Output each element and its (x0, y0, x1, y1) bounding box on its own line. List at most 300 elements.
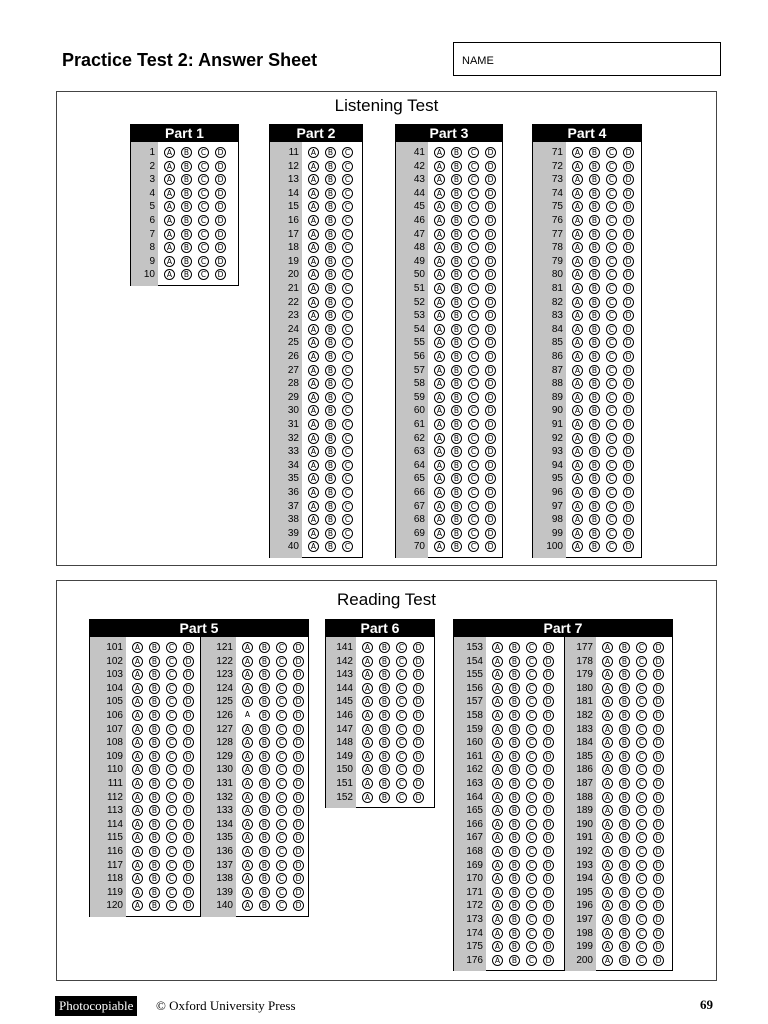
answer-bubble-b[interactable]: B (509, 887, 520, 898)
answer-bubble-c[interactable]: C (606, 528, 617, 539)
answer-bubble-c[interactable]: C (606, 541, 617, 552)
answer-bubble-a[interactable]: A (572, 514, 583, 525)
answer-bubble-b[interactable]: B (451, 473, 462, 484)
answer-bubble-c[interactable]: C (526, 764, 537, 775)
answer-bubble-c[interactable]: C (526, 887, 537, 898)
answer-bubble-c[interactable]: C (342, 460, 353, 471)
answer-bubble-d[interactable]: D (653, 710, 664, 721)
answer-bubble-c[interactable]: C (342, 310, 353, 321)
answer-bubble-a[interactable]: A (572, 297, 583, 308)
answer-bubble-d[interactable]: D (623, 337, 634, 348)
answer-bubble-d[interactable]: D (623, 297, 634, 308)
answer-bubble-a[interactable]: A (572, 310, 583, 321)
answer-bubble-a[interactable]: A (572, 419, 583, 430)
answer-bubble-c[interactable]: C (276, 819, 287, 830)
answer-bubble-c[interactable]: C (636, 737, 647, 748)
answer-bubble-a[interactable]: A (434, 161, 445, 172)
answer-bubble-d[interactable]: D (543, 792, 554, 803)
answer-bubble-d[interactable]: D (623, 283, 634, 294)
answer-bubble-b[interactable]: B (181, 215, 192, 226)
answer-bubble-b[interactable]: B (589, 514, 600, 525)
answer-bubble-c[interactable]: C (526, 832, 537, 843)
answer-bubble-b[interactable]: B (451, 283, 462, 294)
answer-bubble-c[interactable]: C (276, 832, 287, 843)
answer-bubble-b[interactable]: B (589, 446, 600, 457)
answer-bubble-c[interactable]: C (198, 256, 209, 267)
answer-bubble-b[interactable]: B (379, 778, 390, 789)
answer-bubble-b[interactable]: B (325, 392, 336, 403)
answer-bubble-c[interactable]: C (526, 669, 537, 680)
answer-bubble-b[interactable]: B (451, 201, 462, 212)
answer-bubble-a[interactable]: A (492, 683, 503, 694)
answer-bubble-a[interactable]: A (434, 365, 445, 376)
answer-bubble-a[interactable]: A (242, 805, 253, 816)
answer-bubble-b[interactable]: B (259, 846, 270, 857)
answer-bubble-d[interactable]: D (485, 256, 496, 267)
answer-bubble-b[interactable]: B (181, 256, 192, 267)
answer-bubble-c[interactable]: C (198, 269, 209, 280)
answer-bubble-d[interactable]: D (485, 433, 496, 444)
answer-bubble-c[interactable]: C (342, 419, 353, 430)
answer-bubble-c[interactable]: C (606, 229, 617, 240)
answer-bubble-c[interactable]: C (468, 188, 479, 199)
answer-bubble-b[interactable]: B (259, 764, 270, 775)
answer-bubble-a[interactable]: A (362, 751, 373, 762)
answer-bubble-c[interactable]: C (396, 669, 407, 680)
answer-bubble-c[interactable]: C (276, 710, 287, 721)
answer-bubble-a[interactable]: A (602, 724, 613, 735)
answer-bubble-a[interactable]: A (434, 405, 445, 416)
answer-bubble-d[interactable]: D (293, 737, 304, 748)
answer-bubble-d[interactable]: D (485, 419, 496, 430)
answer-bubble-a[interactable]: A (308, 473, 319, 484)
answer-bubble-c[interactable]: C (276, 792, 287, 803)
answer-bubble-d[interactable]: D (293, 819, 304, 830)
answer-bubble-d[interactable]: D (485, 541, 496, 552)
answer-bubble-d[interactable]: D (485, 392, 496, 403)
answer-bubble-b[interactable]: B (325, 215, 336, 226)
answer-bubble-c[interactable]: C (276, 737, 287, 748)
answer-bubble-a[interactable]: A (572, 405, 583, 416)
answer-bubble-d[interactable]: D (653, 941, 664, 952)
answer-bubble-a[interactable]: A (308, 446, 319, 457)
answer-bubble-d[interactable]: D (543, 737, 554, 748)
answer-bubble-a[interactable]: A (164, 215, 175, 226)
answer-bubble-d[interactable]: D (215, 174, 226, 185)
answer-bubble-a[interactable]: A (492, 696, 503, 707)
answer-bubble-b[interactable]: B (325, 147, 336, 158)
answer-bubble-b[interactable]: B (181, 201, 192, 212)
answer-bubble-a[interactable]: A (434, 215, 445, 226)
answer-bubble-c[interactable]: C (468, 269, 479, 280)
answer-bubble-a[interactable]: A (132, 683, 143, 694)
answer-bubble-b[interactable]: B (509, 928, 520, 939)
answer-bubble-a[interactable]: A (164, 229, 175, 240)
answer-bubble-a[interactable]: A (242, 764, 253, 775)
answer-bubble-c[interactable]: C (636, 900, 647, 911)
answer-bubble-d[interactable]: D (183, 669, 194, 680)
answer-bubble-d[interactable]: D (623, 378, 634, 389)
answer-bubble-c[interactable]: C (276, 751, 287, 762)
answer-bubble-d[interactable]: D (485, 337, 496, 348)
answer-bubble-a[interactable]: A (362, 683, 373, 694)
answer-bubble-c[interactable]: C (276, 805, 287, 816)
answer-bubble-b[interactable]: B (149, 792, 160, 803)
answer-bubble-c[interactable]: C (606, 161, 617, 172)
answer-bubble-b[interactable]: B (619, 737, 630, 748)
answer-bubble-c[interactable]: C (468, 283, 479, 294)
answer-bubble-a[interactable]: A (308, 514, 319, 525)
answer-bubble-a[interactable]: A (572, 473, 583, 484)
answer-bubble-c[interactable]: C (468, 487, 479, 498)
answer-bubble-c[interactable]: C (396, 737, 407, 748)
answer-bubble-a[interactable]: A (602, 860, 613, 871)
answer-bubble-b[interactable]: B (451, 378, 462, 389)
answer-bubble-b[interactable]: B (619, 873, 630, 884)
answer-bubble-c[interactable]: C (526, 656, 537, 667)
answer-bubble-c[interactable]: C (606, 147, 617, 158)
answer-bubble-d[interactable]: D (183, 724, 194, 735)
answer-bubble-c[interactable]: C (166, 683, 177, 694)
answer-bubble-d[interactable]: D (183, 846, 194, 857)
answer-bubble-a[interactable]: A (308, 433, 319, 444)
answer-bubble-b[interactable]: B (325, 201, 336, 212)
answer-bubble-d[interactable]: D (485, 161, 496, 172)
answer-bubble-c[interactable]: C (636, 873, 647, 884)
answer-bubble-b[interactable]: B (509, 778, 520, 789)
answer-bubble-c[interactable]: C (342, 473, 353, 484)
answer-bubble-c[interactable]: C (166, 737, 177, 748)
answer-bubble-b[interactable]: B (451, 297, 462, 308)
answer-bubble-a[interactable]: A (308, 460, 319, 471)
answer-bubble-a[interactable]: A (242, 642, 253, 653)
answer-bubble-b[interactable]: B (451, 161, 462, 172)
answer-bubble-c[interactable]: C (526, 724, 537, 735)
answer-bubble-a[interactable]: A (492, 900, 503, 911)
answer-bubble-b[interactable]: B (149, 737, 160, 748)
answer-bubble-c[interactable]: C (396, 764, 407, 775)
answer-bubble-b[interactable]: B (509, 751, 520, 762)
answer-bubble-b[interactable]: B (259, 792, 270, 803)
answer-bubble-b[interactable]: B (325, 487, 336, 498)
answer-bubble-a[interactable]: A (602, 805, 613, 816)
answer-bubble-a[interactable]: A (572, 201, 583, 212)
answer-bubble-b[interactable]: B (325, 365, 336, 376)
answer-bubble-b[interactable]: B (589, 215, 600, 226)
answer-bubble-b[interactable]: B (181, 269, 192, 280)
answer-bubble-d[interactable]: D (215, 188, 226, 199)
answer-bubble-d[interactable]: D (623, 229, 634, 240)
answer-bubble-b[interactable]: B (619, 900, 630, 911)
answer-bubble-a[interactable]: A (434, 501, 445, 512)
answer-bubble-b[interactable]: B (589, 324, 600, 335)
answer-bubble-b[interactable]: B (589, 256, 600, 267)
answer-bubble-b[interactable]: B (451, 256, 462, 267)
answer-bubble-c[interactable]: C (342, 324, 353, 335)
answer-bubble-b[interactable]: B (259, 710, 270, 721)
answer-bubble-a[interactable]: A (362, 696, 373, 707)
answer-bubble-c[interactable]: C (468, 229, 479, 240)
answer-bubble-a[interactable]: A (602, 792, 613, 803)
answer-bubble-b[interactable]: B (509, 669, 520, 680)
answer-bubble-c[interactable]: C (276, 764, 287, 775)
answer-bubble-c[interactable]: C (166, 792, 177, 803)
answer-bubble-a[interactable]: A (434, 351, 445, 362)
answer-bubble-b[interactable]: B (379, 792, 390, 803)
answer-bubble-c[interactable]: C (468, 433, 479, 444)
answer-bubble-b[interactable]: B (509, 792, 520, 803)
answer-bubble-a[interactable]: A (242, 724, 253, 735)
answer-bubble-d[interactable]: D (293, 656, 304, 667)
answer-bubble-d[interactable]: D (293, 764, 304, 775)
answer-bubble-b[interactable]: B (451, 215, 462, 226)
answer-bubble-a[interactable]: A (434, 514, 445, 525)
answer-bubble-c[interactable]: C (526, 860, 537, 871)
answer-bubble-c[interactable]: C (166, 710, 177, 721)
answer-bubble-d[interactable]: D (653, 914, 664, 925)
answer-bubble-a[interactable]: A (434, 433, 445, 444)
answer-bubble-c[interactable]: C (276, 887, 287, 898)
answer-bubble-d[interactable]: D (623, 419, 634, 430)
answer-bubble-a[interactable]: A (132, 656, 143, 667)
answer-bubble-a[interactable]: A (164, 269, 175, 280)
answer-bubble-b[interactable]: B (619, 642, 630, 653)
answer-bubble-c[interactable]: C (526, 914, 537, 925)
answer-bubble-d[interactable]: D (623, 324, 634, 335)
answer-bubble-b[interactable]: B (259, 724, 270, 735)
answer-bubble-a[interactable]: A (572, 501, 583, 512)
answer-bubble-b[interactable]: B (451, 460, 462, 471)
answer-bubble-d[interactable]: D (543, 832, 554, 843)
answer-bubble-a[interactable]: A (308, 201, 319, 212)
answer-bubble-a[interactable]: A (572, 242, 583, 253)
answer-bubble-a[interactable]: A (492, 764, 503, 775)
answer-bubble-d[interactable]: D (485, 446, 496, 457)
answer-bubble-d[interactable]: D (653, 887, 664, 898)
answer-bubble-d[interactable]: D (215, 215, 226, 226)
answer-bubble-a[interactable]: A (434, 174, 445, 185)
answer-bubble-d[interactable]: D (653, 832, 664, 843)
answer-bubble-a[interactable]: A (242, 860, 253, 871)
answer-bubble-a[interactable]: A (308, 501, 319, 512)
answer-bubble-b[interactable]: B (259, 669, 270, 680)
answer-bubble-a[interactable]: A (492, 846, 503, 857)
answer-bubble-d[interactable]: D (485, 324, 496, 335)
answer-bubble-c[interactable]: C (342, 351, 353, 362)
answer-bubble-a[interactable]: A (492, 724, 503, 735)
answer-bubble-a[interactable]: A (434, 473, 445, 484)
answer-bubble-c[interactable]: C (468, 215, 479, 226)
answer-bubble-d[interactable]: D (413, 669, 424, 680)
answer-bubble-a[interactable]: A (492, 737, 503, 748)
answer-bubble-b[interactable]: B (379, 710, 390, 721)
answer-bubble-b[interactable]: B (619, 656, 630, 667)
answer-bubble-b[interactable]: B (619, 819, 630, 830)
answer-bubble-a[interactable]: A (164, 201, 175, 212)
answer-bubble-b[interactable]: B (589, 541, 600, 552)
answer-bubble-c[interactable]: C (526, 751, 537, 762)
answer-bubble-a[interactable]: A (434, 378, 445, 389)
answer-bubble-d[interactable]: D (215, 161, 226, 172)
answer-bubble-c[interactable]: C (166, 751, 177, 762)
answer-bubble-a[interactable]: A (434, 242, 445, 253)
answer-bubble-c[interactable]: C (526, 710, 537, 721)
answer-bubble-c[interactable]: C (636, 778, 647, 789)
answer-bubble-d[interactable]: D (485, 473, 496, 484)
answer-bubble-b[interactable]: B (325, 297, 336, 308)
answer-bubble-a[interactable]: A (308, 337, 319, 348)
answer-bubble-a[interactable]: A (492, 710, 503, 721)
answer-bubble-c[interactable]: C (606, 487, 617, 498)
answer-bubble-a[interactable]: A (434, 229, 445, 240)
answer-bubble-a[interactable]: A (132, 792, 143, 803)
answer-bubble-d[interactable]: D (183, 778, 194, 789)
answer-bubble-d[interactable]: D (485, 242, 496, 253)
answer-bubble-a[interactable]: A (434, 256, 445, 267)
answer-bubble-d[interactable]: D (623, 147, 634, 158)
answer-bubble-a[interactable]: A (572, 487, 583, 498)
answer-bubble-b[interactable]: B (589, 337, 600, 348)
answer-bubble-a[interactable]: A (492, 819, 503, 830)
answer-bubble-d[interactable]: D (215, 256, 226, 267)
answer-bubble-d[interactable]: D (485, 378, 496, 389)
answer-bubble-d[interactable]: D (183, 887, 194, 898)
answer-bubble-a[interactable]: A (572, 365, 583, 376)
answer-bubble-d[interactable]: D (543, 941, 554, 952)
answer-bubble-d[interactable]: D (543, 873, 554, 884)
answer-bubble-b[interactable]: B (379, 642, 390, 653)
answer-bubble-a[interactable]: A (492, 792, 503, 803)
answer-bubble-a[interactable]: A (434, 283, 445, 294)
answer-bubble-b[interactable]: B (149, 669, 160, 680)
answer-bubble-d[interactable]: D (485, 283, 496, 294)
answer-bubble-c[interactable]: C (468, 297, 479, 308)
answer-bubble-a[interactable]: A (242, 792, 253, 803)
answer-bubble-a[interactable]: A (572, 446, 583, 457)
answer-bubble-d[interactable]: D (293, 724, 304, 735)
answer-bubble-a[interactable]: A (602, 696, 613, 707)
answer-bubble-d[interactable]: D (485, 514, 496, 525)
answer-bubble-b[interactable]: B (149, 846, 160, 857)
answer-bubble-d[interactable]: D (543, 914, 554, 925)
answer-bubble-a[interactable]: A (602, 832, 613, 843)
answer-bubble-c[interactable]: C (468, 324, 479, 335)
answer-bubble-d[interactable]: D (623, 269, 634, 280)
answer-bubble-c[interactable]: C (276, 669, 287, 680)
answer-bubble-d[interactable]: D (623, 433, 634, 444)
answer-bubble-c[interactable]: C (636, 669, 647, 680)
answer-bubble-b[interactable]: B (259, 696, 270, 707)
answer-bubble-b[interactable]: B (589, 201, 600, 212)
answer-bubble-b[interactable]: B (589, 310, 600, 321)
answer-bubble-a[interactable]: A (572, 215, 583, 226)
answer-bubble-b[interactable]: B (259, 642, 270, 653)
answer-bubble-d[interactable]: D (413, 683, 424, 694)
answer-bubble-a[interactable]: A (572, 378, 583, 389)
answer-bubble-a[interactable]: A (602, 737, 613, 748)
answer-bubble-b[interactable]: B (259, 900, 270, 911)
answer-bubble-c[interactable]: C (166, 900, 177, 911)
answer-bubble-d[interactable]: D (413, 642, 424, 653)
answer-bubble-b[interactable]: B (259, 860, 270, 871)
answer-bubble-a[interactable]: A (492, 860, 503, 871)
answer-bubble-a[interactable]: A (602, 873, 613, 884)
answer-bubble-d[interactable]: D (653, 751, 664, 762)
answer-bubble-d[interactable]: D (485, 174, 496, 185)
answer-bubble-b[interactable]: B (451, 405, 462, 416)
answer-bubble-a[interactable]: A (242, 832, 253, 843)
answer-bubble-b[interactable]: B (451, 541, 462, 552)
answer-bubble-c[interactable]: C (342, 541, 353, 552)
answer-bubble-c[interactable]: C (166, 873, 177, 884)
answer-bubble-d[interactable]: D (653, 860, 664, 871)
answer-bubble-c[interactable]: C (636, 751, 647, 762)
answer-bubble-b[interactable]: B (589, 501, 600, 512)
answer-bubble-a[interactable]: A (308, 310, 319, 321)
answer-bubble-c[interactable]: C (606, 174, 617, 185)
answer-bubble-d[interactable]: D (413, 724, 424, 735)
answer-bubble-a[interactable]: A (362, 642, 373, 653)
answer-bubble-a[interactable]: A (164, 256, 175, 267)
answer-bubble-c[interactable]: C (468, 446, 479, 457)
answer-bubble-c[interactable]: C (526, 846, 537, 857)
answer-bubble-c[interactable]: C (166, 669, 177, 680)
answer-bubble-a[interactable]: A (308, 365, 319, 376)
answer-bubble-a[interactable]: A (362, 710, 373, 721)
answer-bubble-b[interactable]: B (619, 914, 630, 925)
answer-bubble-c[interactable]: C (526, 792, 537, 803)
answer-bubble-d[interactable]: D (485, 201, 496, 212)
answer-bubble-c[interactable]: C (606, 433, 617, 444)
answer-bubble-c[interactable]: C (526, 941, 537, 952)
answer-bubble-b[interactable]: B (181, 147, 192, 158)
answer-bubble-c[interactable]: C (342, 242, 353, 253)
answer-bubble-d[interactable]: D (623, 242, 634, 253)
answer-bubble-b[interactable]: B (509, 941, 520, 952)
answer-bubble-c[interactable]: C (276, 696, 287, 707)
answer-bubble-c[interactable]: C (396, 642, 407, 653)
answer-bubble-b[interactable]: B (149, 764, 160, 775)
answer-bubble-c[interactable]: C (636, 941, 647, 952)
answer-bubble-c[interactable]: C (606, 514, 617, 525)
answer-bubble-a[interactable]: A (602, 900, 613, 911)
answer-bubble-c[interactable]: C (606, 201, 617, 212)
answer-bubble-b[interactable]: B (149, 819, 160, 830)
answer-bubble-b[interactable]: B (379, 737, 390, 748)
answer-bubble-b[interactable]: B (325, 541, 336, 552)
answer-bubble-b[interactable]: B (149, 805, 160, 816)
answer-bubble-a[interactable]: A (242, 846, 253, 857)
answer-bubble-d[interactable]: D (653, 819, 664, 830)
answer-bubble-d[interactable]: D (623, 351, 634, 362)
answer-bubble-b[interactable]: B (589, 473, 600, 484)
answer-bubble-a[interactable]: A (434, 147, 445, 158)
answer-bubble-c[interactable]: C (526, 737, 537, 748)
answer-bubble-a[interactable]: A (132, 764, 143, 775)
answer-bubble-d[interactable]: D (485, 487, 496, 498)
answer-bubble-b[interactable]: B (325, 283, 336, 294)
answer-bubble-b[interactable]: B (589, 528, 600, 539)
answer-bubble-b[interactable]: B (509, 656, 520, 667)
answer-bubble-d[interactable]: D (293, 832, 304, 843)
answer-bubble-d[interactable]: D (543, 751, 554, 762)
answer-bubble-b[interactable]: B (325, 446, 336, 457)
answer-bubble-c[interactable]: C (526, 873, 537, 884)
answer-bubble-c[interactable]: C (636, 955, 647, 966)
answer-bubble-d[interactable]: D (623, 161, 634, 172)
answer-bubble-c[interactable]: C (526, 642, 537, 653)
answer-bubble-b[interactable]: B (509, 683, 520, 694)
